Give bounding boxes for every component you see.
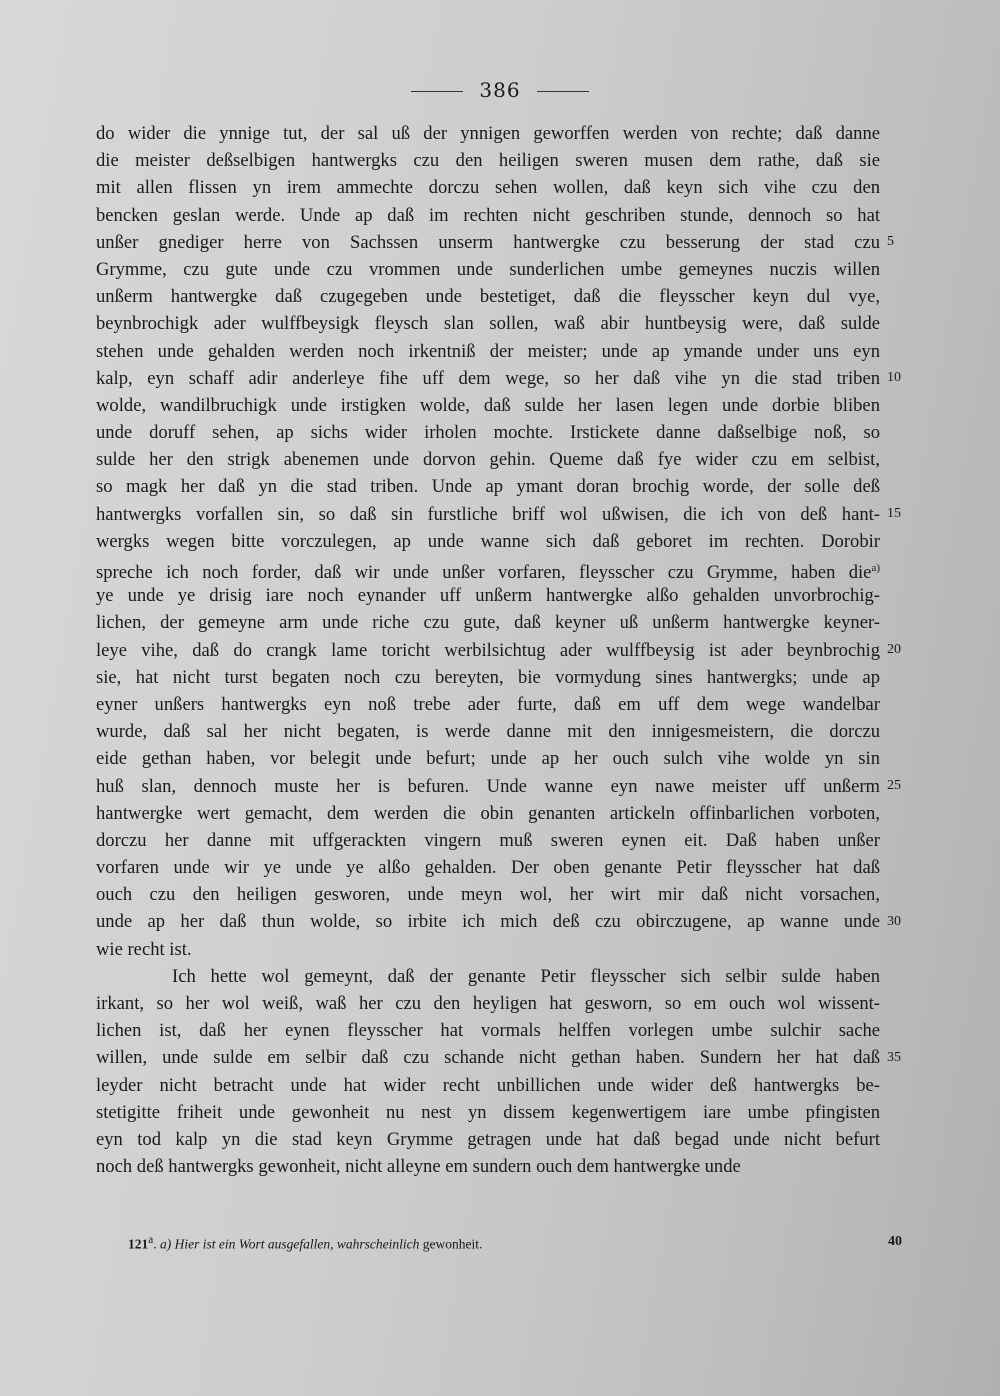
text-line: die meister deßselbigen hantwergks czu den heiligen sweren musen dem rathe, daß sie	[96, 150, 880, 172]
text-line: vorfaren unde wir ye unde ye alßo gehalden. Der oben genante Petir fleysscher hat daß	[96, 857, 880, 879]
page-number: 386	[479, 78, 521, 102]
text-line-content: spreche ich noch forder, daß wir unde unßer vorfaren, fleysscher czu Grymme, haben die	[96, 562, 872, 584]
text-line: sie, hat nicht turst begaten noch czu bereyten, bie vormydung sines hantwergks; unde ap	[96, 666, 880, 688]
line-number: 25	[887, 777, 901, 793]
text-line: wurde, daß sal her nicht begaten, is werde danne mit den innigesmeistern, die dorczu	[96, 721, 880, 743]
line-number: 30	[887, 913, 901, 929]
text-line: hantwergks vorfallen sin, so daß sin furstliche briff wol ußwisen, die ich von deß hant-	[96, 503, 880, 525]
text-line: sulde her den strigk abenemen unde dorvon gehin. Queme daß fye wider czu em selbist,	[96, 449, 880, 471]
text-line: mit allen flissen yn irem ammechte dorczu sehen wollen, daß keyn sich vihe czu den	[96, 177, 880, 199]
line-number: 35	[887, 1049, 901, 1065]
line-number: 15	[887, 505, 901, 521]
footnote-dot: .	[153, 1236, 157, 1252]
footnote	[128, 1234, 482, 1253]
header-rule-right	[537, 91, 589, 92]
header-rule-left	[411, 91, 463, 92]
text-line: unßerm hantwergke daß czugegeben unde bestetiget, daß die fleysscher keyn dul vye,	[96, 286, 880, 308]
text-line: ouch czu den heiligen gesworen, unde meyn wol, her wirt mir daß nicht vorsachen,	[96, 884, 880, 906]
text-line: eyner unßers hantwergks eyn noß trebe ader furte, daß em uff dem wege wandelbar	[96, 693, 880, 715]
text-line: ye unde ye drisig iare noch eynander uff unßerm hantwergke alßo gehalden unvorbrochig-	[96, 585, 880, 607]
text-line: leyder nicht betracht unde hat wider recht unbillichen unde wider deß hantwergks be-	[96, 1074, 880, 1096]
text-line: unde ap her daß thun wolde, so irbite ich mich deß czu obirczugene, ap wanne unde	[96, 911, 880, 933]
line-number: 10	[887, 369, 901, 385]
text-line: do wider die ynnige tut, der sal uß der ynnigen geworffen werden von rechte; daß danne	[96, 123, 880, 144]
text-line: wolde, wandilbruchigk unde irstigken wolde, daß sulde her lasen legen unde dorbie bliben	[96, 394, 880, 416]
text-line: hantwergke wert gemacht, dem werden die obin genanten artickeln offinbarlichen vorboten,	[96, 802, 880, 824]
text-line: leye vihe, daß do crangk lame toricht werbilsichtug ader wulffbeysig ist ader beynbrochig	[96, 639, 880, 661]
text-line: unde doruff sehen, ap sichs wider irholen mochte. Irstickete danne daßselbige noß, so	[96, 422, 880, 444]
body-text	[96, 120, 880, 1180]
footnote-ref: 121	[128, 1236, 149, 1252]
text-line: Grymme, czu gute unde czu vrommen unde sunderlichen umbe gemeynes nuczis willen	[96, 258, 880, 280]
footnote-line-number: 40	[888, 1234, 902, 1249]
text-line: so magk her daß yn die stad triben. Unde ap ymant doran brochig worde, der solle deß	[96, 476, 880, 498]
text-line: Ich hette wol gemeynt, daß der genante Petir fleysscher sich selbir sulde haben	[172, 965, 880, 987]
footnote-ref-sup: a	[148, 1234, 154, 1246]
line-number: 20	[887, 641, 901, 657]
text-line: dorczu her danne mit uffgerackten vingern muß sweren eynen eit. Daß haben unßer	[96, 829, 880, 851]
footnote-italic-text: Hier ist ein Wort ausgefallen, wahrscheinlich	[174, 1236, 420, 1252]
text-line: noch deß hantwergks gewonheit, nicht alleyne em sundern ouch dem hantwergke unde	[96, 1156, 741, 1178]
footnote-word: gewonheit.	[422, 1236, 483, 1252]
text-line: kalp, eyn schaff adir anderleye fihe uff dem wege, so her daß vihe yn die stad triben	[96, 367, 880, 389]
text-line: stehen unde gehalden werden noch irkentniß der meister; unde ap ymande under uns eyn	[96, 340, 880, 362]
footnote-label: a)	[160, 1236, 172, 1252]
text-line: irkant, so her wol weiß, waß her czu den heyligen hat gesworn, so em ouch wol wissent-	[96, 993, 880, 1014]
text-line: unßer gnediger herre von Sachssen unserm hantwergke czu besserung der stad czu	[96, 231, 880, 253]
text-line: wergks wegen bitte vorczulegen, ap unde wanne sich daß geboret im rechten. Dorobir	[96, 530, 880, 552]
footnote-marker: a)	[871, 562, 880, 574]
text-line: eyn tod kalp yn die stad keyn Grymme getragen unde hat daß begad unde nicht befurt	[96, 1128, 880, 1150]
text-line: willen, unde sulde em selbir daß czu schande nicht gethan haben. Sundern her hat daß	[96, 1047, 880, 1069]
text-line: beynbrochigk ader wulffbeysigk fleysch slan sollen, waß abir huntbeysig were, daß sulde	[96, 313, 880, 335]
text-line: stetigitte friheit unde gewonheit nu nest yn dissem kegenwertigem iare umbe pfingisten	[96, 1101, 880, 1123]
page-header	[0, 78, 1000, 102]
text-line: huß slan, dennoch muste her is befuren. Unde wanne eyn nawe meister uff unßerm	[96, 775, 880, 797]
text-line: wie recht ist.	[96, 938, 192, 960]
line-number: 5	[887, 233, 894, 249]
text-line: bencken geslan werde. Unde ap daß im rechten nicht geschriben stunde, dennoch so hat	[96, 204, 880, 226]
text-line	[96, 555, 880, 582]
text-line: lichen, der gemeyne arm unde riche czu gute, daß keyner uß unßerm hantwergke keyner-	[96, 612, 880, 634]
text-line: lichen ist, daß her eynen fleysscher hat vormals helffen vorlegen umbe sulchir sache	[96, 1020, 880, 1042]
text-line: eide gethan haben, vor belegit unde befurt; unde ap her ouch sulch vihe wolde yn sin	[96, 748, 880, 770]
